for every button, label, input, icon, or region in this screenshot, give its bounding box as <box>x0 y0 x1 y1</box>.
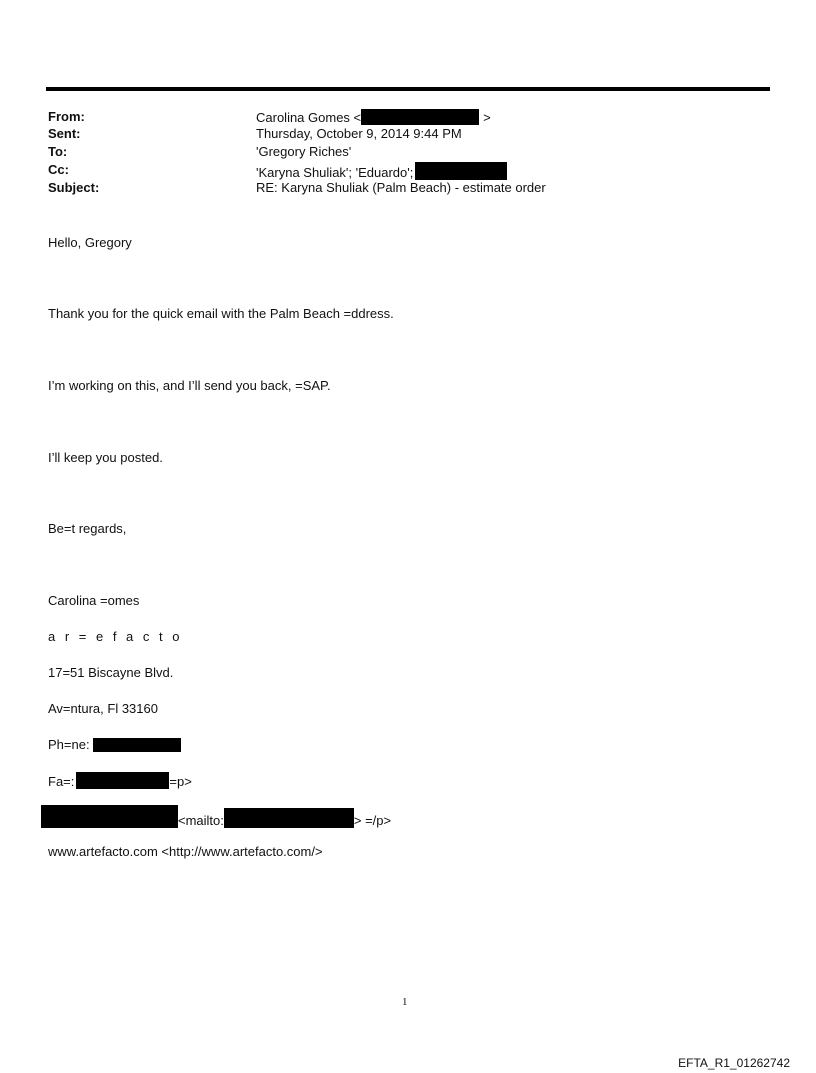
redaction-block <box>224 808 354 828</box>
redaction-block <box>93 738 181 752</box>
subject-label: Subject: <box>48 180 100 195</box>
signature-fax <box>48 772 192 790</box>
from-value <box>256 109 491 126</box>
to-label: To: <box>48 144 68 159</box>
closing: Be=t regards, <box>48 521 127 536</box>
fax-label: Fa=: <box>48 774 75 789</box>
greeting: Hello, Gregory <box>48 235 132 250</box>
phone-label: Ph=ne: <box>48 737 90 752</box>
fax-tail: =p> <box>169 774 192 789</box>
signature-website: www.artefacto.com <http://www.artefacto.com/> <box>48 844 323 859</box>
redaction-block <box>415 162 507 180</box>
sent-value: Thursday, October 9, 2014 9:44 PM <box>256 126 462 141</box>
signature-address-line: 17=51 Biscayne Blvd. <box>48 665 174 680</box>
header-divider <box>46 87 770 91</box>
body-paragraph: I’ll keep you posted. <box>48 450 163 465</box>
body-paragraph: Thank you for the quick email with the Palm Beach =ddress. <box>48 306 394 321</box>
signature-email <box>178 808 391 829</box>
to-value: 'Gregory Riches' <box>256 144 352 159</box>
from-close: > <box>483 110 491 125</box>
signature-name: Carolina =omes <box>48 593 140 608</box>
bates-number: EFTA_R1_01262742 <box>678 1056 790 1070</box>
page-number: 1 <box>402 996 408 1008</box>
mailto-open: <mailto: <box>178 813 224 828</box>
signature-company: a r = e f a c t o <box>48 629 183 644</box>
redaction-block <box>41 805 178 828</box>
cc-label: Cc: <box>48 162 69 177</box>
redaction-block <box>76 772 169 789</box>
mailto-close: > =/p> <box>353 813 392 828</box>
body-paragraph: I’m working on this, and I’ll send you back, =SAP. <box>48 378 331 393</box>
from-name: Carolina Gomes < <box>256 110 362 125</box>
cc-names: 'Karyna Shuliak'; 'Eduardo'; <box>256 165 414 180</box>
from-label: From: <box>48 109 85 124</box>
cc-value <box>256 162 507 181</box>
subject-value: RE: Karyna Shuliak (Palm Beach) - estimate order <box>256 180 546 195</box>
sent-label: Sent: <box>48 126 81 141</box>
signature-address-line: Av=ntura, Fl 33160 <box>48 701 158 716</box>
redaction-block <box>361 109 479 125</box>
signature-phone <box>48 737 181 753</box>
